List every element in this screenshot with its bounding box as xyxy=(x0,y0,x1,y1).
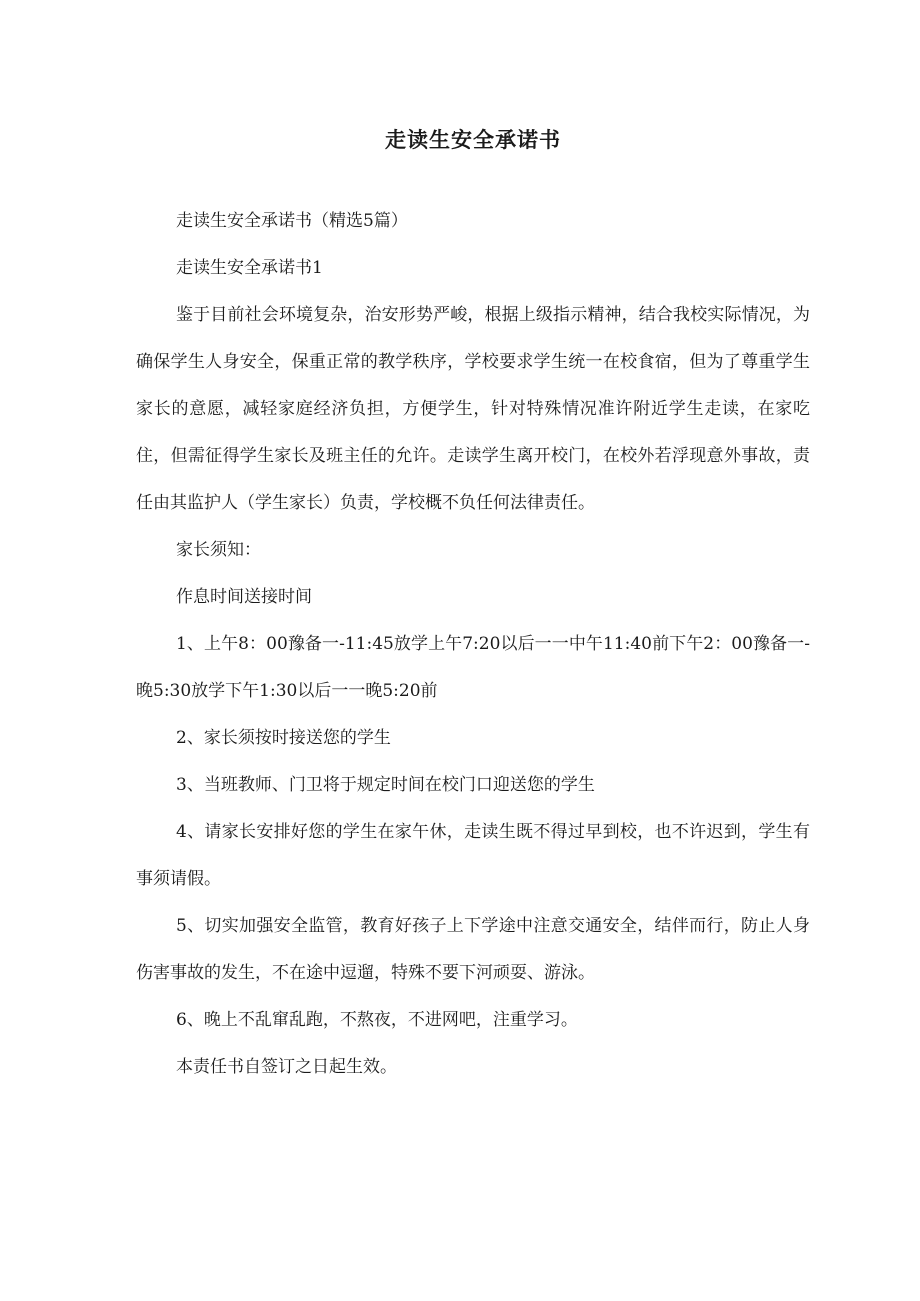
notice-item-6: 6、晚上不乱窜乱跑，不熬夜，不进网吧，注重学习。 xyxy=(176,1010,578,1030)
notice-item-5: 5、切实加强安全监管，教育好孩子上下学途中注意交通安全，结伴而行，防止人身伤害事故的发生，不在途中逗遛，特殊不要下河顽耍、游泳。 xyxy=(136,916,810,983)
document-title: 走读生安全承诺书 xyxy=(385,127,561,152)
closing-statement: 本责任书自签订之日起生效。 xyxy=(176,1057,397,1077)
notice-item-3: 3、当班教师、门卫将于规定时间在校门口迎送您的学生 xyxy=(176,775,595,795)
notice-item-4: 4、请家长安排好您的学生在家午休，走读生既不得过早到校，也不许迟到，学生有事须请假。 xyxy=(136,822,810,889)
intro-paragraph: 鉴于目前社会环境复杂，治安形势严峻，根据上级指示精神，结合我校实际情况，为确保学生人身安全，保重正常的教学秩序，学校要求学生统一在校食宿，但为了尊重学生家长的意愿，减轻家庭经济负担，方便学生，针对特殊情况准许附近学生走读，在家吃住，但需征得学生家长及班主任的允许。走读学生离开校门，在校外若浮现意外事故，责任由其监护人（学生家长）负责，学校概不负任何法律责任。 xyxy=(136,305,810,513)
notice-item-2: 2、家长须按时接送您的学生 xyxy=(176,728,391,748)
notice-item-1: 1、上午8：00豫备一-11:45放学上午7:20以后一一中午11:40前下午2：00豫备一-晚5:30放学下午1:30以后一一晚5:20前 xyxy=(136,634,810,701)
parent-notice-label: 家长须知： xyxy=(176,540,261,560)
section-heading: 走读生安全承诺书1 xyxy=(176,258,323,278)
schedule-label: 作息时间送接时间 xyxy=(176,587,312,607)
document-subtitle: 走读生安全承诺书（精选5篇） xyxy=(176,211,408,231)
